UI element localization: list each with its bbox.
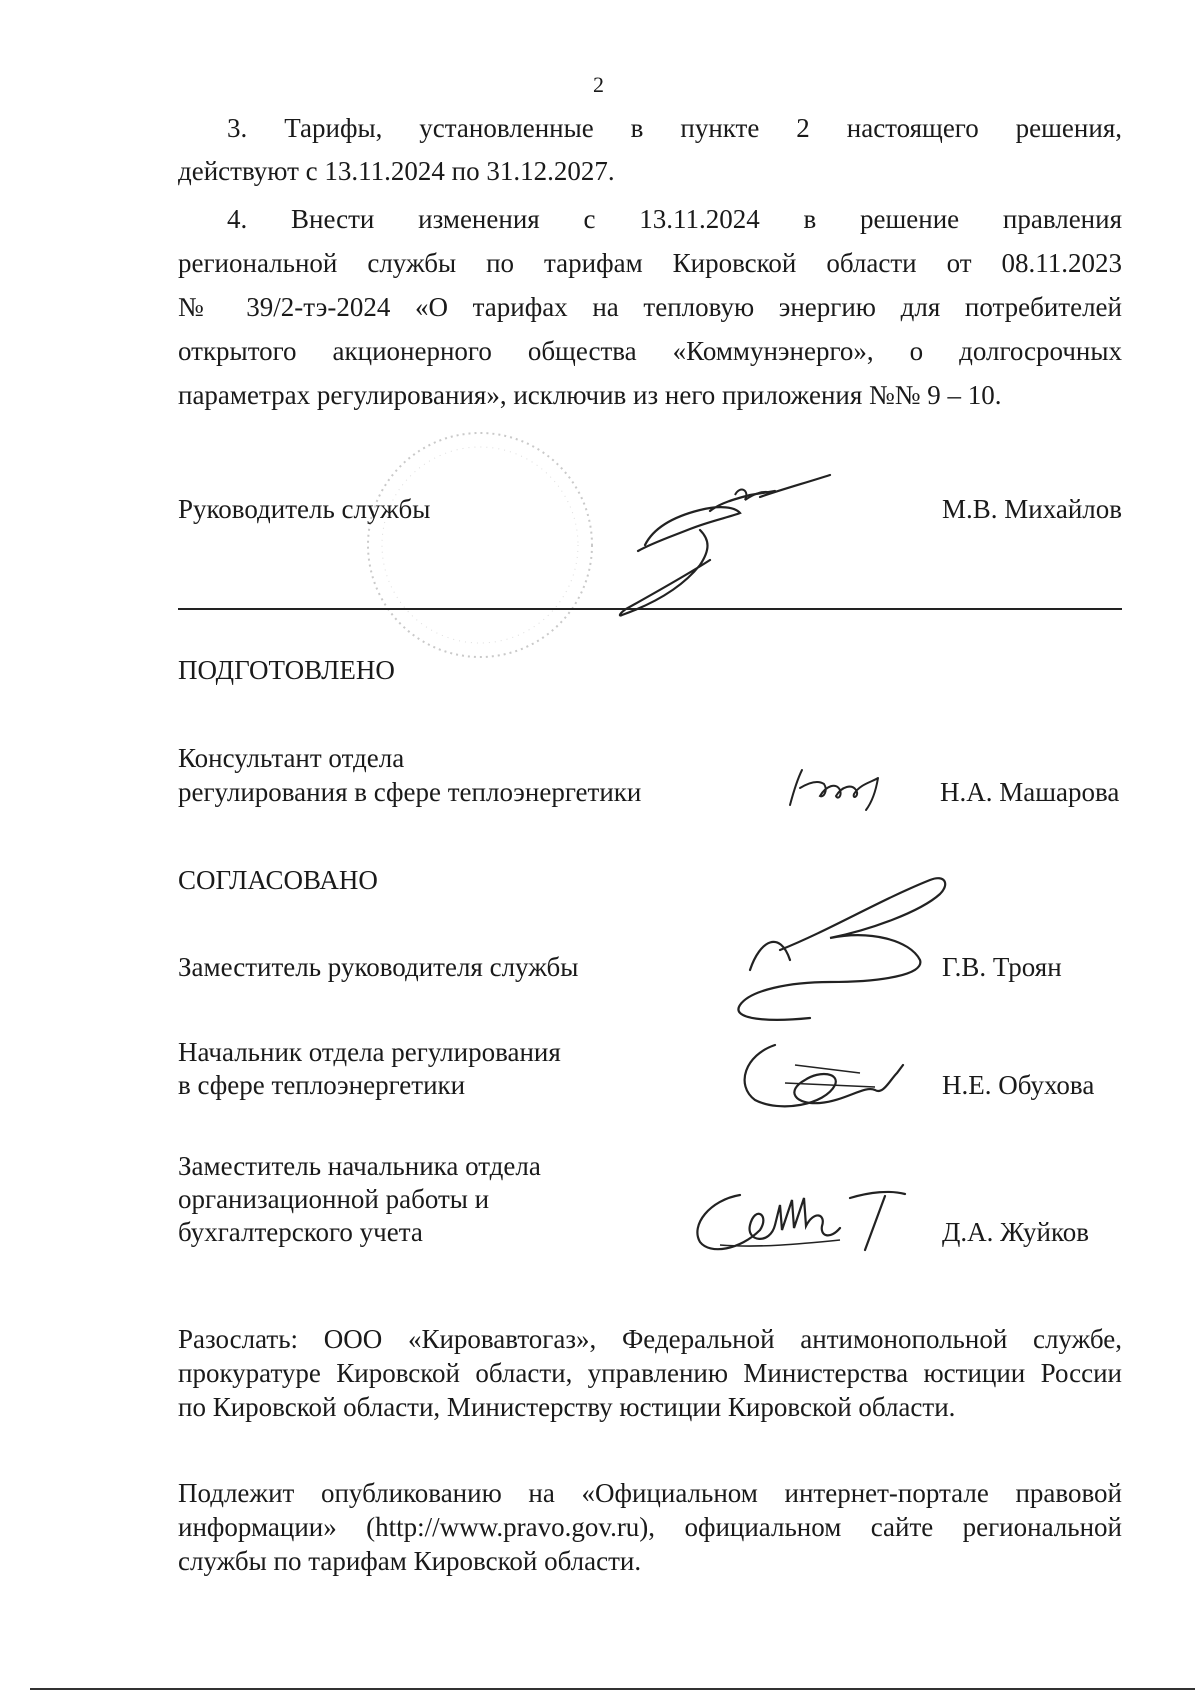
agreed-heading: СОГЛАСОВАНО <box>178 865 378 895</box>
page-number: 2 <box>593 72 604 97</box>
agreed-signer-1-name: Г.В. Троян <box>942 952 1062 982</box>
agreed-signer-2-position-line-2: в сфере теплоэнергетики <box>178 1070 466 1100</box>
head-position: Руководитель службы <box>178 494 431 524</box>
agreed-signer-3-position-line-2: организационной работы и <box>178 1184 490 1214</box>
clause-4-line-4: открытого акционерного общества «Коммунэнерго», о долгосрочных <box>178 336 1122 366</box>
clause-4-line-1: 4. Внести изменения с 13.11.2024 в решение правления <box>227 204 1122 234</box>
clause-4-line-2: региональной службы по тарифам Кировской области от 08.11.2023 <box>178 248 1122 278</box>
distribution-line-1: Разослать: ООО «Кировавтогаз», Федеральной антимонопольной службе, <box>178 1324 1122 1354</box>
clause-4-line-5: параметрах регулирования», исключив из него приложения №№ 9 – 10. <box>178 380 1002 410</box>
scan-edge-line <box>30 1688 1195 1690</box>
publication-line-1: Подлежит опубликованию на «Официальном интернет-портале правовой <box>178 1478 1122 1508</box>
clause-4-line-3: № 39/2-тэ-2024 «О тарифах на тепловую энергию для потребителей <box>178 292 1122 322</box>
publication-line-3: службы по тарифам Кировской области. <box>178 1546 642 1576</box>
publication-line-2: информации» (http://www.pravo.gov.ru), официальном сайте региональной <box>178 1512 1122 1542</box>
troyan-signature-icon <box>720 860 960 1040</box>
prepared-position-line-2: регулирования в сфере теплоэнергетики <box>178 777 642 807</box>
clause-3-line-1: 3. Тарифы, установленные в пункте 2 настоящего решения, <box>227 113 1122 143</box>
masharova-signature-icon <box>780 760 920 820</box>
agreed-signer-3-position-line-3: бухгалтерского учета <box>178 1217 423 1247</box>
distribution-line-3: по Кировской области, Министерству юстиции Кировской области. <box>178 1392 956 1422</box>
agreed-signer-1-position: Заместитель руководителя службы <box>178 952 579 982</box>
zhuykov-signature-icon <box>680 1170 920 1270</box>
obukhova-signature-icon <box>725 1025 925 1125</box>
separator-line <box>178 608 1122 610</box>
agreed-signer-2-position-line-1: Начальник отдела регулирования <box>178 1037 561 1067</box>
prepared-name: Н.А. Машарова <box>940 777 1120 807</box>
distribution-line-2: прокуратуре Кировской области, управлению Министерства юстиции России <box>178 1358 1122 1388</box>
agreed-signer-3-name: Д.А. Жуйков <box>942 1217 1089 1247</box>
agreed-signer-3-position-line-1: Заместитель начальника отдела <box>178 1151 541 1181</box>
head-name: М.В. Михайлов <box>942 494 1123 524</box>
clause-3-line-2: действуют с 13.11.2024 по 31.12.2027. <box>178 156 615 186</box>
prepared-heading: ПОДГОТОВЛЕНО <box>178 655 395 685</box>
agreed-signer-2-name: Н.Е. Обухова <box>942 1070 1095 1100</box>
prepared-position-line-1: Консультант отдела <box>178 743 405 773</box>
